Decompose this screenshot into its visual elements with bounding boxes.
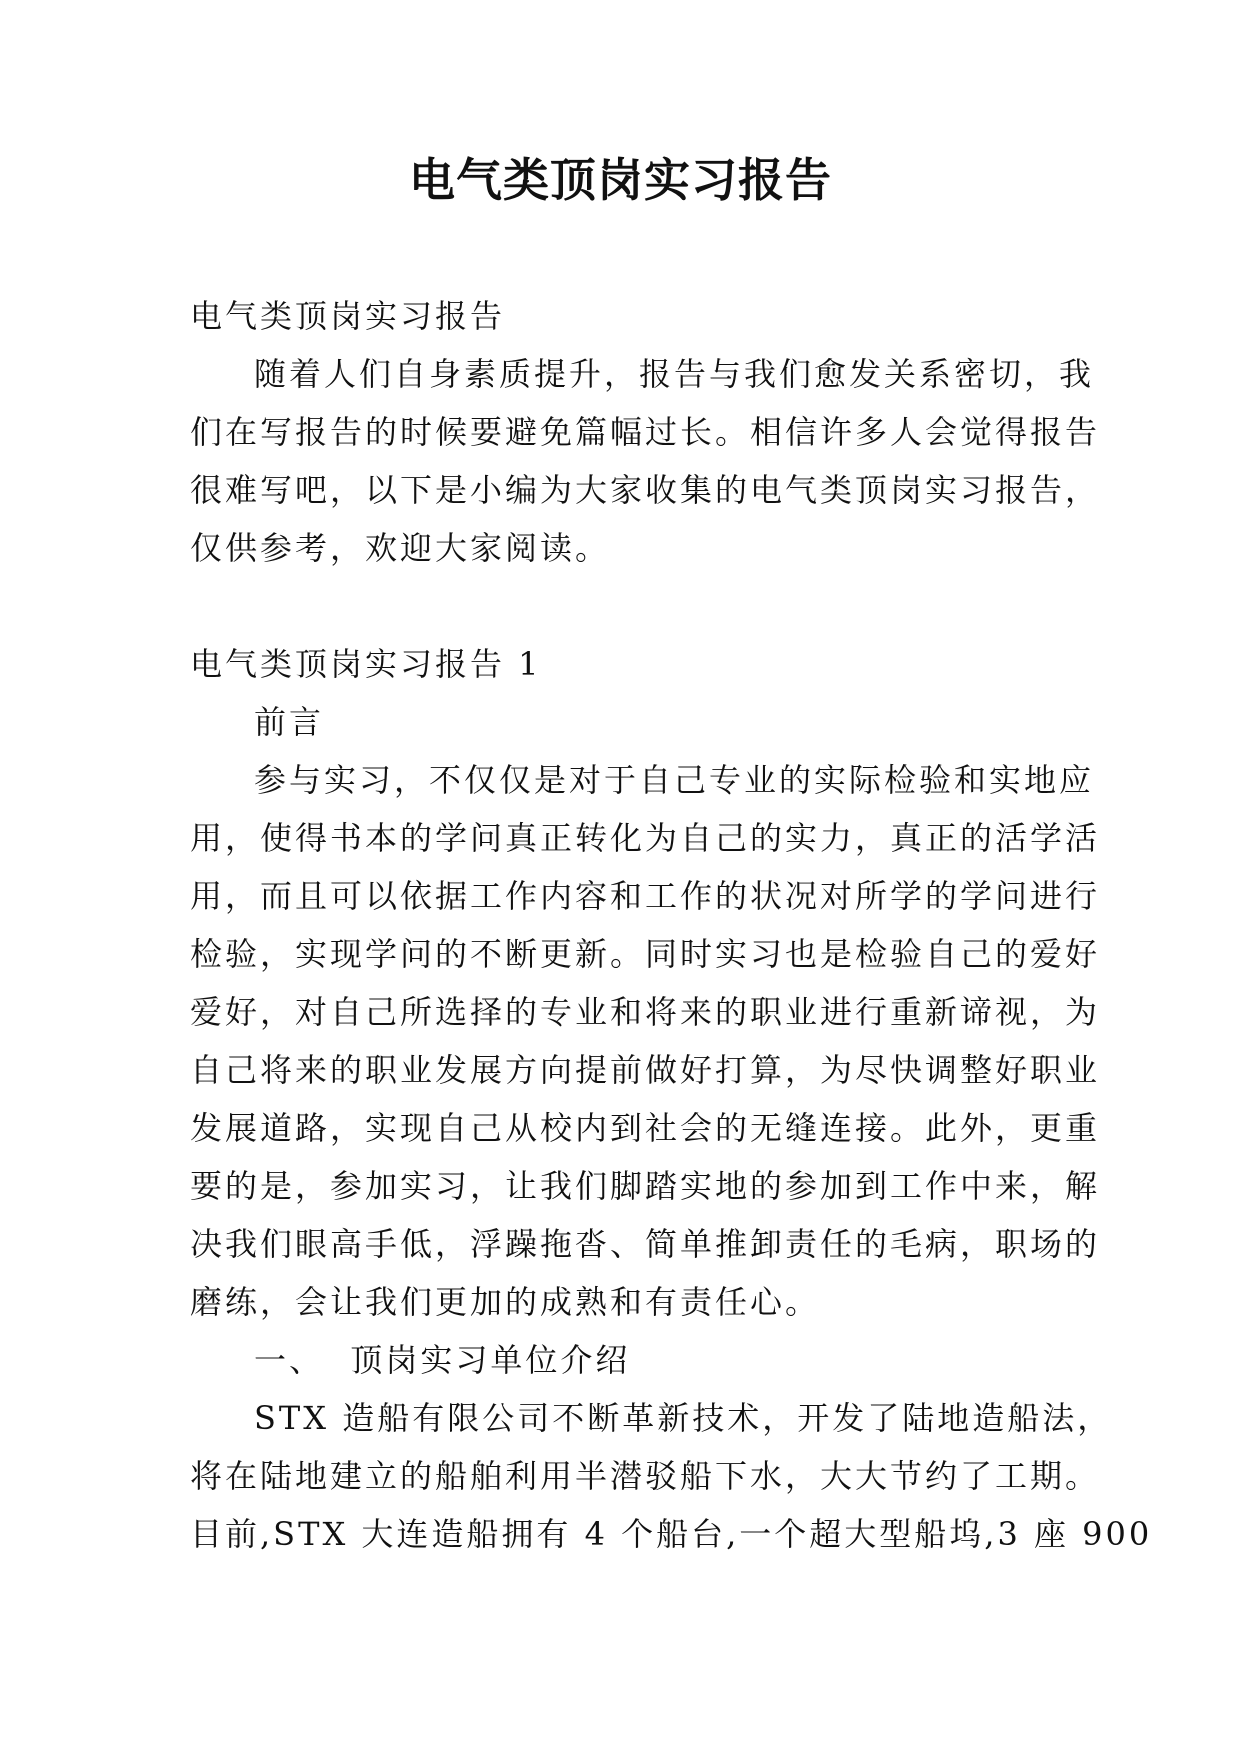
preface-line: 用，使得书本的学问真正转化为自己的实力，真正的活学活 bbox=[190, 819, 1101, 857]
section-heading: 电气类顶岗实习报告 1 bbox=[190, 645, 542, 683]
unit-line: 目前,STX 大连造船拥有 4 个船台,一个超大型船坞,3 座 900 bbox=[190, 1515, 1153, 1553]
preface-line: 要的是，参加实习，让我们脚踏实地的参加到工作中来，解 bbox=[190, 1167, 1101, 1205]
document-title: 电气类顶岗实习报告 bbox=[409, 153, 832, 207]
unit-heading: 一、 顶岗实习单位介绍 bbox=[254, 1341, 631, 1379]
preface-line: 自己将来的职业发展方向提前做好打算，为尽快调整好职业 bbox=[190, 1051, 1101, 1089]
intro-line: 很难写吧，以下是小编为大家收集的电气类顶岗实习报告， bbox=[190, 471, 1101, 509]
intro-line: 仅供参考，欢迎大家阅读。 bbox=[190, 529, 611, 567]
preface-paragraph-cont bbox=[190, 809, 1101, 1331]
intro-paragraph bbox=[190, 345, 1095, 403]
unit-paragraph-cont bbox=[190, 1447, 1153, 1563]
unit-paragraph bbox=[190, 1389, 1113, 1447]
preface-line: 检验，实现学问的不断更新。同时实习也是检验自己的爱好 bbox=[190, 935, 1101, 973]
document-body bbox=[190, 287, 1153, 1563]
intro-line: 随着人们自身素质提升，报告与我们愈发关系密切，我 bbox=[254, 355, 1095, 393]
preface-line: 参与实习，不仅仅是对于自己专业的实际检验和实地应 bbox=[254, 761, 1095, 799]
preface-line: 决我们眼高手低，浮躁拖沓、简单推卸责任的毛病，职场的 bbox=[190, 1225, 1101, 1263]
unit-line: 将在陆地建立的船舶利用半潜驳船下水，大大节约了工期。 bbox=[190, 1457, 1101, 1495]
preface-line: 磨练，会让我们更加的成熟和有责任心。 bbox=[190, 1283, 821, 1321]
intro-paragraph-cont bbox=[190, 403, 1101, 577]
subtitle: 电气类顶岗实习报告 bbox=[190, 297, 506, 335]
preface-line: 用，而且可以依据工作内容和工作的状况对所学的学问进行 bbox=[190, 877, 1101, 915]
unit-line: STX 造船有限公司不断革新技术，开发了陆地造船法， bbox=[254, 1399, 1113, 1437]
preface-line: 爱好，对自己所选择的专业和将来的职业进行重新谛视，为 bbox=[190, 993, 1101, 1031]
preface-heading: 前言 bbox=[254, 703, 325, 741]
preface-line: 发展道路，实现自己从校内到社会的无缝连接。此外，更重 bbox=[190, 1109, 1101, 1147]
intro-line: 们在写报告的时候要避免篇幅过长。相信许多人会觉得报告 bbox=[190, 413, 1101, 451]
preface-paragraph bbox=[190, 751, 1095, 809]
